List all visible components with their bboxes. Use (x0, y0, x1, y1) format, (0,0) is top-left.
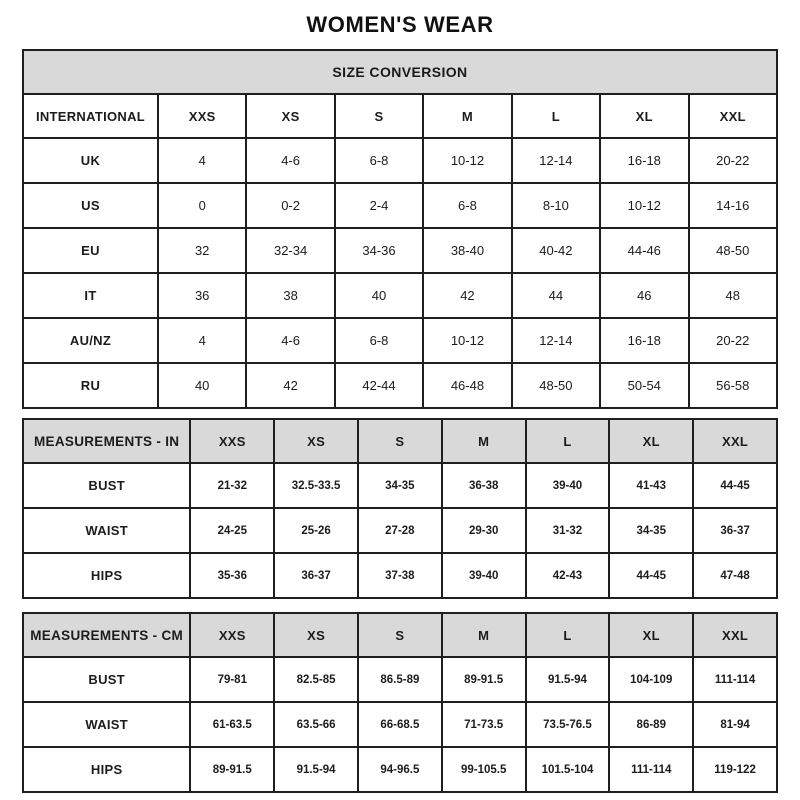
table-row (23, 702, 777, 747)
header-cell: S (358, 613, 442, 657)
row-label: BUST (23, 657, 190, 702)
value-cell: 0-2 (246, 183, 334, 228)
row-label: BUST (23, 463, 190, 508)
table-row (23, 657, 777, 702)
row-label: UK (23, 138, 158, 183)
header-cell: S (335, 94, 423, 138)
value-cell: 27-28 (358, 508, 442, 553)
value-cell: 10-12 (423, 318, 511, 363)
value-cell: 16-18 (600, 138, 688, 183)
value-cell: 44-45 (609, 553, 693, 598)
value-cell: 101.5-104 (526, 747, 610, 792)
value-cell: 46-48 (423, 363, 511, 408)
row-label: WAIST (23, 702, 190, 747)
header-cell: XXL (693, 613, 777, 657)
value-cell: 81-94 (693, 702, 777, 747)
row-label: IT (23, 273, 158, 318)
table-row (23, 463, 777, 508)
value-cell: 36-38 (442, 463, 526, 508)
header-cell: MEASUREMENTS - IN (23, 419, 190, 463)
value-cell: 41-43 (609, 463, 693, 508)
value-cell: 25-26 (274, 508, 358, 553)
value-cell: 44-45 (693, 463, 777, 508)
value-cell: 4-6 (246, 318, 334, 363)
value-cell: 14-16 (689, 183, 778, 228)
value-cell: 20-22 (689, 138, 778, 183)
table-row (23, 273, 777, 318)
value-cell: 29-30 (442, 508, 526, 553)
value-cell: 20-22 (689, 318, 778, 363)
row-label: HIPS (23, 747, 190, 792)
header-cell: XXS (158, 94, 246, 138)
header-cell: M (423, 94, 511, 138)
value-cell: 16-18 (600, 318, 688, 363)
value-cell: 38 (246, 273, 334, 318)
value-cell: 37-38 (358, 553, 442, 598)
value-cell: 40 (335, 273, 423, 318)
value-cell: 36-37 (693, 508, 777, 553)
value-cell: 4-6 (246, 138, 334, 183)
header-cell: XS (246, 94, 334, 138)
row-label: WAIST (23, 508, 190, 553)
value-cell: 40 (158, 363, 246, 408)
value-cell: 36 (158, 273, 246, 318)
value-cell: 24-25 (190, 508, 274, 553)
column-header-row (23, 94, 777, 138)
value-cell: 79-81 (190, 657, 274, 702)
table-row (23, 747, 777, 792)
header-cell: M (442, 419, 526, 463)
value-cell: 71-73.5 (442, 702, 526, 747)
value-cell: 111-114 (609, 747, 693, 792)
value-cell: 48-50 (512, 363, 600, 408)
value-cell: 82.5-85 (274, 657, 358, 702)
size-conversion-table (22, 49, 778, 409)
row-label: AU/NZ (23, 318, 158, 363)
table-row (23, 138, 777, 183)
table-row (23, 508, 777, 553)
row-label: RU (23, 363, 158, 408)
value-cell: 4 (158, 138, 246, 183)
value-cell: 91.5-94 (526, 657, 610, 702)
value-cell: 32-34 (246, 228, 334, 273)
value-cell: 42-44 (335, 363, 423, 408)
value-cell: 40-42 (512, 228, 600, 273)
value-cell: 10-12 (423, 138, 511, 183)
value-cell: 44 (512, 273, 600, 318)
table-row (23, 363, 777, 408)
value-cell: 39-40 (442, 553, 526, 598)
header-cell: L (526, 613, 610, 657)
measurements-cm-table (22, 612, 778, 793)
table-banner-row (23, 50, 777, 94)
value-cell: 89-91.5 (442, 657, 526, 702)
value-cell: 42 (423, 273, 511, 318)
value-cell: 21-32 (190, 463, 274, 508)
value-cell: 6-8 (423, 183, 511, 228)
value-cell: 94-96.5 (358, 747, 442, 792)
value-cell: 119-122 (693, 747, 777, 792)
value-cell: 99-105.5 (442, 747, 526, 792)
row-label: HIPS (23, 553, 190, 598)
table-gap (22, 409, 778, 418)
value-cell: 56-58 (689, 363, 778, 408)
header-cell: XXL (689, 94, 778, 138)
table-banner: SIZE CONVERSION (23, 50, 777, 94)
value-cell: 34-35 (609, 508, 693, 553)
header-cell: INTERNATIONAL (23, 94, 158, 138)
value-cell: 32.5-33.5 (274, 463, 358, 508)
value-cell: 91.5-94 (274, 747, 358, 792)
value-cell: 32 (158, 228, 246, 273)
value-cell: 48 (689, 273, 778, 318)
value-cell: 86-89 (609, 702, 693, 747)
value-cell: 48-50 (689, 228, 778, 273)
value-cell: 63.5-66 (274, 702, 358, 747)
value-cell: 35-36 (190, 553, 274, 598)
value-cell: 47-48 (693, 553, 777, 598)
value-cell: 10-12 (600, 183, 688, 228)
table-row (23, 183, 777, 228)
row-label: US (23, 183, 158, 228)
header-cell: MEASUREMENTS - CM (23, 613, 190, 657)
table-row (23, 553, 777, 598)
value-cell: 6-8 (335, 318, 423, 363)
value-cell: 73.5-76.5 (526, 702, 610, 747)
header-cell: M (442, 613, 526, 657)
column-header-row (23, 419, 777, 463)
table-gap (22, 599, 778, 612)
header-cell: XXS (190, 613, 274, 657)
header-cell: XXL (693, 419, 777, 463)
value-cell: 8-10 (512, 183, 600, 228)
value-cell: 12-14 (512, 138, 600, 183)
value-cell: 44-46 (600, 228, 688, 273)
row-label: EU (23, 228, 158, 273)
value-cell: 86.5-89 (358, 657, 442, 702)
table-row (23, 228, 777, 273)
header-cell: XS (274, 613, 358, 657)
value-cell: 104-109 (609, 657, 693, 702)
header-cell: XXS (190, 419, 274, 463)
value-cell: 39-40 (526, 463, 610, 508)
header-cell: XL (600, 94, 688, 138)
value-cell: 0 (158, 183, 246, 228)
table-row (23, 318, 777, 363)
header-cell: XL (609, 613, 693, 657)
value-cell: 46 (600, 273, 688, 318)
value-cell: 6-8 (335, 138, 423, 183)
header-cell: S (358, 419, 442, 463)
header-cell: XL (609, 419, 693, 463)
header-cell: XS (274, 419, 358, 463)
value-cell: 89-91.5 (190, 747, 274, 792)
value-cell: 31-32 (526, 508, 610, 553)
value-cell: 12-14 (512, 318, 600, 363)
header-cell: L (526, 419, 610, 463)
page-title: WOMEN'S WEAR (306, 12, 494, 37)
header-cell: L (512, 94, 600, 138)
value-cell: 2-4 (335, 183, 423, 228)
value-cell: 34-36 (335, 228, 423, 273)
value-cell: 36-37 (274, 553, 358, 598)
value-cell: 34-35 (358, 463, 442, 508)
column-header-row (23, 613, 777, 657)
value-cell: 42 (246, 363, 334, 408)
value-cell: 61-63.5 (190, 702, 274, 747)
value-cell: 66-68.5 (358, 702, 442, 747)
value-cell: 4 (158, 318, 246, 363)
measurements-in-table (22, 418, 778, 599)
value-cell: 38-40 (423, 228, 511, 273)
value-cell: 111-114 (693, 657, 777, 702)
value-cell: 50-54 (600, 363, 688, 408)
value-cell: 42-43 (526, 553, 610, 598)
